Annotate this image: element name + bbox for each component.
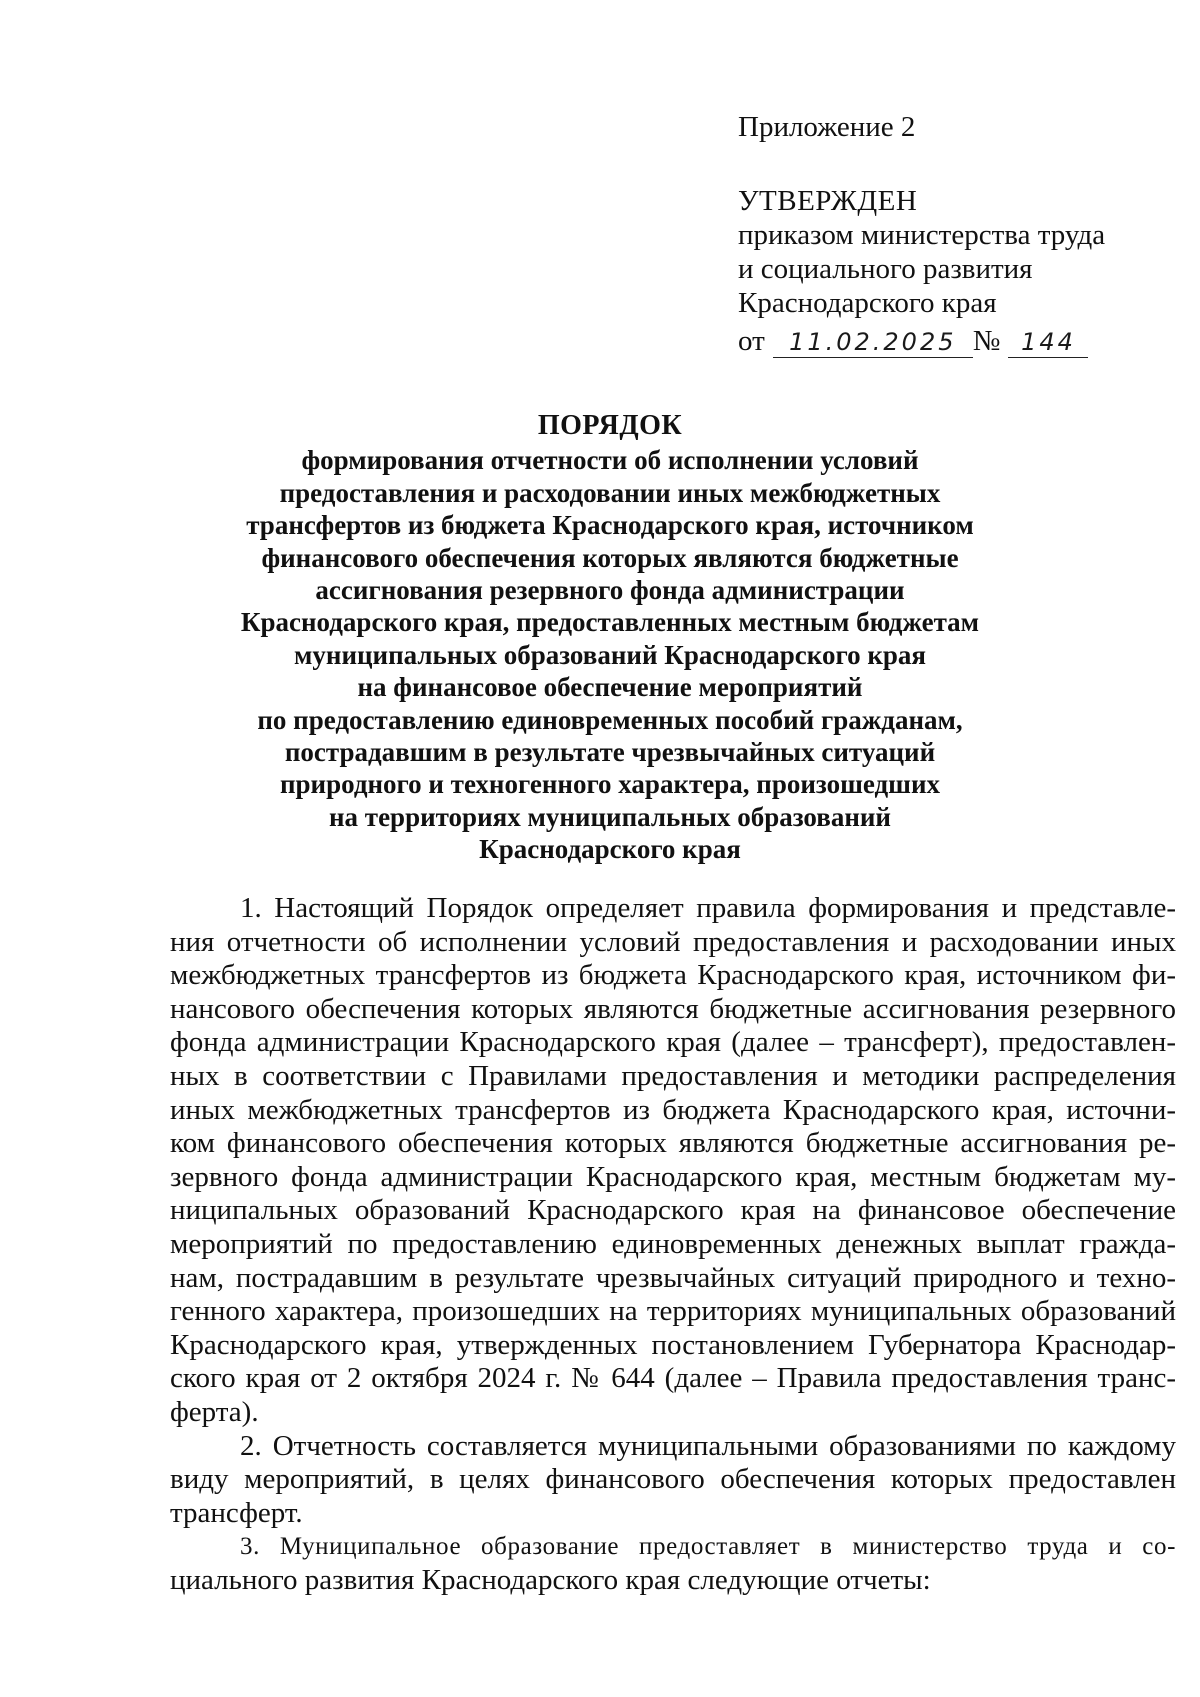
text-line: нам, пострадавшим в результате чрезвычайных ситуаций природного и техно-: [170, 1261, 1176, 1294]
text-line: иных межбюджетных трансфертов из бюджета Краснодарского края, источни-: [170, 1093, 1176, 1126]
approval-line-1: приказом министерства труда: [738, 219, 1106, 251]
paragraph-2: [170, 1430, 1176, 1531]
paragraph-3: [170, 1530, 1176, 1597]
text-line: фонда администрации Краснодарского края (далее – трансферт), предоставлен-: [170, 1026, 1176, 1059]
title-line: финансового обеспечения которых являются бюджетные: [261, 542, 959, 573]
title-line: муниципальных образований Краснодарского края: [294, 639, 926, 670]
title-line: формирования отчетности об исполнении условий: [301, 445, 919, 476]
text-line: ных в соответствии с Правилами предоставления и методики распределения: [170, 1059, 1176, 1092]
approval-line-3: Краснодарского края: [738, 287, 997, 319]
text-line: нансового обеспечения которых являются бюджетные ассигнования резервного: [170, 992, 1176, 1025]
text-line: генного характера, произошедших на территориях муниципальных образований: [170, 1295, 1176, 1328]
text-line: ком финансового обеспечения которых являются бюджетные ассигнования ре-: [170, 1127, 1176, 1160]
handwritten-date: 11.02.2025: [773, 327, 973, 358]
text-line: трансферт.: [170, 1496, 303, 1529]
text-line: виду мероприятий, в целях финансового обеспечения которых предоставлен: [170, 1463, 1176, 1496]
annex-label: Приложение 2: [738, 111, 916, 143]
approval-stamp-block: [738, 110, 1158, 358]
approved-heading: УТВЕРЖДЕН: [738, 185, 918, 217]
title-line: предоставления и расходовании иных межбюджетных: [279, 477, 941, 508]
title-line: на финансовое обеспечение мероприятий: [357, 672, 863, 703]
title-line: природного и техногенного характера, произошедших: [279, 769, 941, 800]
title-line: по предоставлению единовременных пособий гражданам,: [257, 704, 963, 735]
title-line: Краснодарского края: [479, 834, 741, 865]
handwritten-number: 144: [1008, 327, 1088, 358]
approval-line-2: и социального развития: [738, 253, 1033, 285]
text-line: зервного фонда администрации Краснодарского края, местным бюджетам му-: [170, 1160, 1176, 1193]
number-sign: №: [972, 325, 1001, 357]
text-line: Краснодарского края, утвержденных постановлением Губернатора Краснодар-: [170, 1328, 1176, 1361]
paragraph-1: [170, 892, 1176, 1430]
text-line: ферта).: [170, 1395, 259, 1428]
title-line: на территориях муниципальных образований: [329, 801, 891, 832]
text-line: 3. Муниципальное образование предоставляет в министерство труда и со-: [240, 1533, 1176, 1561]
document-title: [170, 410, 1050, 866]
title-line: ассигнования резервного фонда администрации: [315, 575, 905, 606]
date-prefix: от: [738, 325, 765, 357]
title-line: трансфертов из бюджета Краснодарского края, источником: [246, 510, 974, 541]
text-line: ния отчетности об исполнении условий предоставления и расходовании иных: [170, 925, 1176, 958]
text-line: 1. Настоящий Порядок определяет правила формирования и представле-: [240, 892, 1176, 924]
text-line: мероприятий по предоставлению единовременных денежных выплат гражда-: [170, 1227, 1176, 1260]
text-line: циального развития Краснодарского края следующие отчеты:: [170, 1563, 931, 1596]
text-line: ниципальных образований Краснодарского края на финансовое обеспечение: [170, 1194, 1176, 1227]
title-line: Краснодарского края, предоставленных местным бюджетам: [240, 607, 980, 638]
title-line: пострадавшим в результате чрезвычайных ситуаций: [284, 737, 936, 768]
order-date-line: [738, 324, 1158, 358]
text-line: межбюджетных трансфертов из бюджета Краснодарского края, источником фи-: [170, 959, 1176, 992]
document-body: [170, 892, 1176, 1597]
text-line: ского края от 2 октября 2024 г. № 644 (далее – Правила предоставления транс-: [170, 1362, 1176, 1395]
title-main: ПОРЯДОК: [537, 410, 683, 441]
text-line: 2. Отчетность составляется муниципальными образованиями по каждому: [240, 1429, 1176, 1462]
